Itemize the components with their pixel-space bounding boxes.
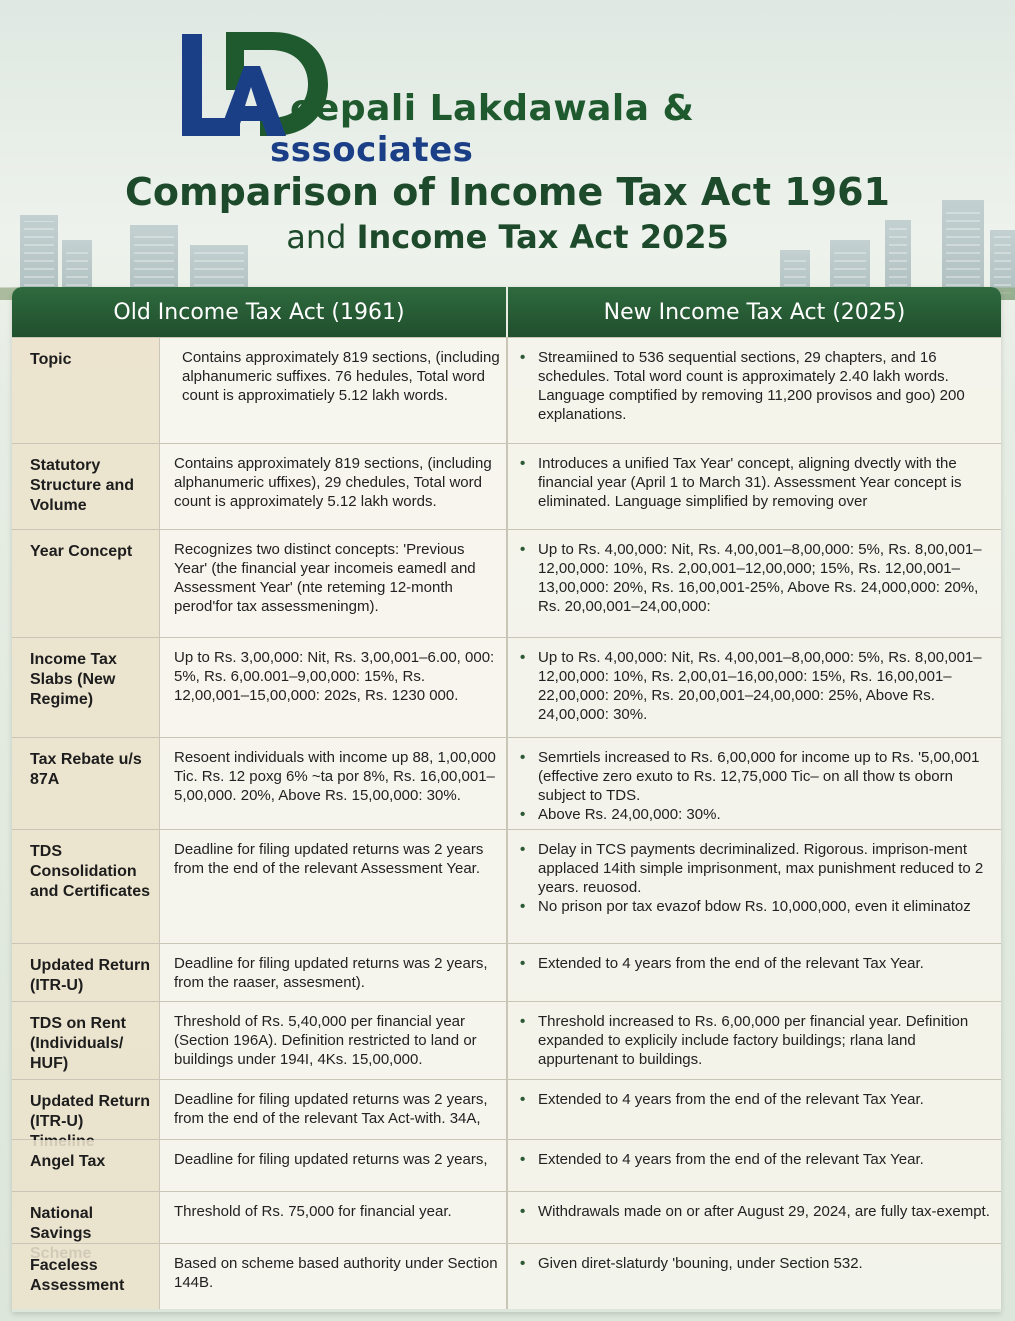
old-act-cell: Recognizes two distinct concepts: 'Previous Year' (the financial year incomeis eamedl and Assessment Year' (nte reteming 12-month perod'for tax assessmeningm). — [160, 530, 508, 637]
bullet-text: Introduces a unified Tax Year' concept, aligning dvectly with the financial year (April 1 to March 31). Assessment Year concept is eliminated. Language simplified by removing over — [538, 455, 962, 510]
old-act-cell: Contains approximately 819 sections, (including alphanumeric uffixes), 29 chedules, Total word count is approximately 5.12 lakh words. — [160, 444, 508, 529]
table-row — [12, 737, 1001, 829]
topic-cell: Updated Return (ITR-U) — [12, 1080, 160, 1139]
bullet-text: Extended to 4 years from the end of the relevant Tax Year. — [538, 955, 924, 972]
topic-cell: Tax Rebate u/s 87A — [12, 738, 160, 829]
bullet-text: Extended to 4 years from the end of the relevant Tax Year. — [538, 1151, 924, 1168]
bullet-text: No prison por tax evazof bdow Rs. 10,000,000, even it eliminatoz — [538, 898, 971, 915]
bullet-icon: • — [520, 455, 526, 472]
bullet-icon: • — [520, 1151, 526, 1168]
bullet-item — [520, 954, 995, 973]
bullet-item — [520, 897, 995, 916]
table-row — [12, 1243, 1001, 1309]
topic-cell: Income Tax Slabs (New Regime) — [12, 638, 160, 737]
bullet-item — [520, 1012, 995, 1069]
bullet-icon: • — [520, 649, 526, 666]
bullet-icon: • — [520, 349, 526, 366]
old-act-cell: Deadline for filing updated returns was 2 years from the end of the relevant Assessment Year. — [160, 830, 508, 943]
new-act-cell — [508, 1080, 1001, 1139]
old-act-cell: Up to Rs. 3,00,000: Nit, Rs. 3,00,001–6.00, 000: 5%, Rs. 6,00.001–9,00,000: 15%, Rs. 12,00,001–15,00,000: 202s, Rs. 1230 000. — [160, 638, 508, 737]
bullet-text: Given diret-slaturdy 'bouning, under Section 532. — [538, 1255, 863, 1272]
table-row — [12, 1139, 1001, 1191]
topic-cell: Updated Return (ITR-U) — [12, 944, 160, 1001]
new-act-cell — [508, 738, 1001, 829]
bullet-item — [520, 454, 995, 511]
page-title: Comparison of Income Tax Act 1961 — [125, 170, 890, 214]
old-act-cell: Deadline for filing updated returns was 2 years, — [160, 1140, 508, 1191]
bullet-item — [520, 1202, 995, 1221]
bullet-item — [520, 1090, 995, 1109]
table-row — [12, 1001, 1001, 1079]
table-body — [12, 337, 1001, 1309]
table-row — [12, 443, 1001, 529]
bullet-icon: • — [520, 841, 526, 858]
new-act-cell — [508, 830, 1001, 943]
old-act-cell: Resoent individuals with income up 88, 1,00,000 Tic. Rs. 12 poxg 6% ~ta por 8%, Rs. 16,00,001–5,00,000. 20%, Above Rs. 15,00,000: 30%. — [160, 738, 508, 829]
bullet-item — [520, 1254, 995, 1273]
old-act-cell: Threshold of Rs. 5,40,000 per financial year (Section 196A). Definition restricted to land or buildings under 194I, 4Ks. 15,00,000. — [160, 1002, 508, 1079]
table-row — [12, 529, 1001, 637]
bullet-text: Streamiined to 536 sequential sections, 29 chapters, and 16 schedules. Total word count is approximately 2.40 lakh words. Language comptified by removing 11,200 provisos and goo) 200 explanations. — [538, 349, 965, 423]
bullet-item — [520, 805, 995, 824]
table-row — [12, 829, 1001, 943]
bullet-text: Extended to 4 years from the end of the relevant Tax Year. — [538, 1091, 924, 1108]
new-act-cell — [508, 338, 1001, 443]
bullet-item — [520, 540, 995, 616]
bullet-text: Up to Rs. 4,00,000: Nit, Rs. 4,00,001–8,00,000: 5%, Rs. 8,00,001–12,00,000: 10%, Rs. 2,00,01–16,00,000: 15%, Rs. 16,00,001–22,00,000: 20%, Rs. 20,00,001–24,00,000: 25%, Above Rs. 24,00,000: 30%. — [538, 649, 982, 723]
table-row — [12, 637, 1001, 737]
bullet-text: Up to Rs. 4,00,000: Nit, Rs. 4,00,001–8,00,000: 5%, Rs. 8,00,001–12,00,000: 10%, Rs. 2,00,001–12,00,000; 15%, Rs. 12,00,001–13,00,000: 20%, Rs. 16,00,001-25%, Above Rs. 24,000,000: 20%, Rs. 20,00,001–24,00,000: — [538, 541, 982, 615]
new-act-cell — [508, 530, 1001, 637]
bullet-icon: • — [520, 541, 526, 558]
brand-name-line1: eepali Lakdawala & — [290, 88, 695, 129]
table-row — [12, 1191, 1001, 1243]
topic-cell: Faceless Assessment — [12, 1244, 160, 1309]
header-new-act: New Income Tax Act (2025) — [603, 299, 906, 325]
bullet-icon: • — [520, 1203, 526, 1220]
subtitle-main: Income Tax Act 2025 — [356, 218, 729, 256]
brand-header — [178, 28, 878, 170]
topic-cell: Topic — [12, 338, 160, 443]
header-old-act: Old Income Tax Act (1961) — [12, 287, 508, 337]
bullet-icon: • — [520, 898, 526, 915]
bullet-item — [520, 840, 995, 897]
bullet-icon: • — [520, 749, 526, 766]
table-row — [12, 1079, 1001, 1139]
bullet-text: Threshold increased to Rs. 6,00,000 per financial year. Definition expanded to explicily include factory buildings; rlana land appurtenant to buildings. — [538, 1013, 969, 1068]
new-act-cell — [508, 1192, 1001, 1243]
new-act-cell — [508, 1244, 1001, 1309]
new-act-cell — [508, 944, 1001, 1001]
bullet-text: Withdrawals made on or after August 29, 2024, are fully tax-exempt. — [538, 1203, 990, 1220]
bullet-icon: • — [520, 1091, 526, 1108]
subtitle-prefix: and — [286, 218, 347, 256]
bullet-item — [520, 1150, 995, 1169]
new-act-cell — [508, 1002, 1001, 1079]
old-act-cell: Deadline for filing updated returns was 2 years, from the end of the relevant Tax Act-with. 34A, — [160, 1080, 508, 1139]
comparison-table — [12, 287, 1001, 1312]
bullet-item — [520, 748, 995, 805]
bullet-icon: • — [520, 806, 526, 823]
new-act-cell — [508, 1140, 1001, 1191]
bullet-icon: • — [520, 1255, 526, 1272]
table-row — [12, 943, 1001, 1001]
bullet-text: Above Rs. 24,00,000: 30%. — [538, 806, 721, 823]
topic-cell: TDS Consolidation and Certificates — [12, 830, 160, 943]
old-act-cell: Deadline for filing updated returns was 2 years, from the raaser, assesment). — [160, 944, 508, 1001]
old-act-cell: Based on scheme based authority under Section 144B. — [160, 1244, 508, 1309]
brand-name-line2: sssociates — [270, 130, 474, 170]
topic-cell: Angel Tax — [12, 1140, 160, 1191]
table-row — [12, 337, 1001, 443]
topic-cell: National Savings — [12, 1192, 160, 1243]
bullet-icon: • — [520, 1013, 526, 1030]
bullet-icon: • — [520, 955, 526, 972]
bullet-item — [520, 348, 995, 424]
topic-cell: TDS on Rent (Individuals/ HUF) — [12, 1002, 160, 1079]
bullet-text: Semrtiels increased to Rs. 6,00,000 for income up to Rs. '5,00,001 (effective zero exuto to Rs. 12,75,000 Tic– on all thow ts oborn subject to TDS. — [538, 749, 980, 804]
topic-cell: Statutory Structure and Volume — [12, 444, 160, 529]
old-act-cell: Contains approximately 819 sections, (including alphanumeric suffixes. 76 hedules, Total word count is approximatiely 5.12 lakh words. — [160, 338, 508, 443]
table-header — [12, 287, 1001, 337]
old-act-cell: Threshold of Rs. 75,000 for financial year. — [160, 1192, 508, 1243]
new-act-cell — [508, 444, 1001, 529]
bullet-text: Delay in TCS payments decriminalized. Rigorous. imprison-ment applaced 14ith simple imprisonment, max punishment reduced to 2 years. reuosod. — [538, 841, 984, 896]
page-subtitle — [0, 218, 1015, 256]
new-act-cell — [508, 638, 1001, 737]
topic-cell: Year Concept — [12, 530, 160, 637]
bullet-item — [520, 648, 995, 724]
